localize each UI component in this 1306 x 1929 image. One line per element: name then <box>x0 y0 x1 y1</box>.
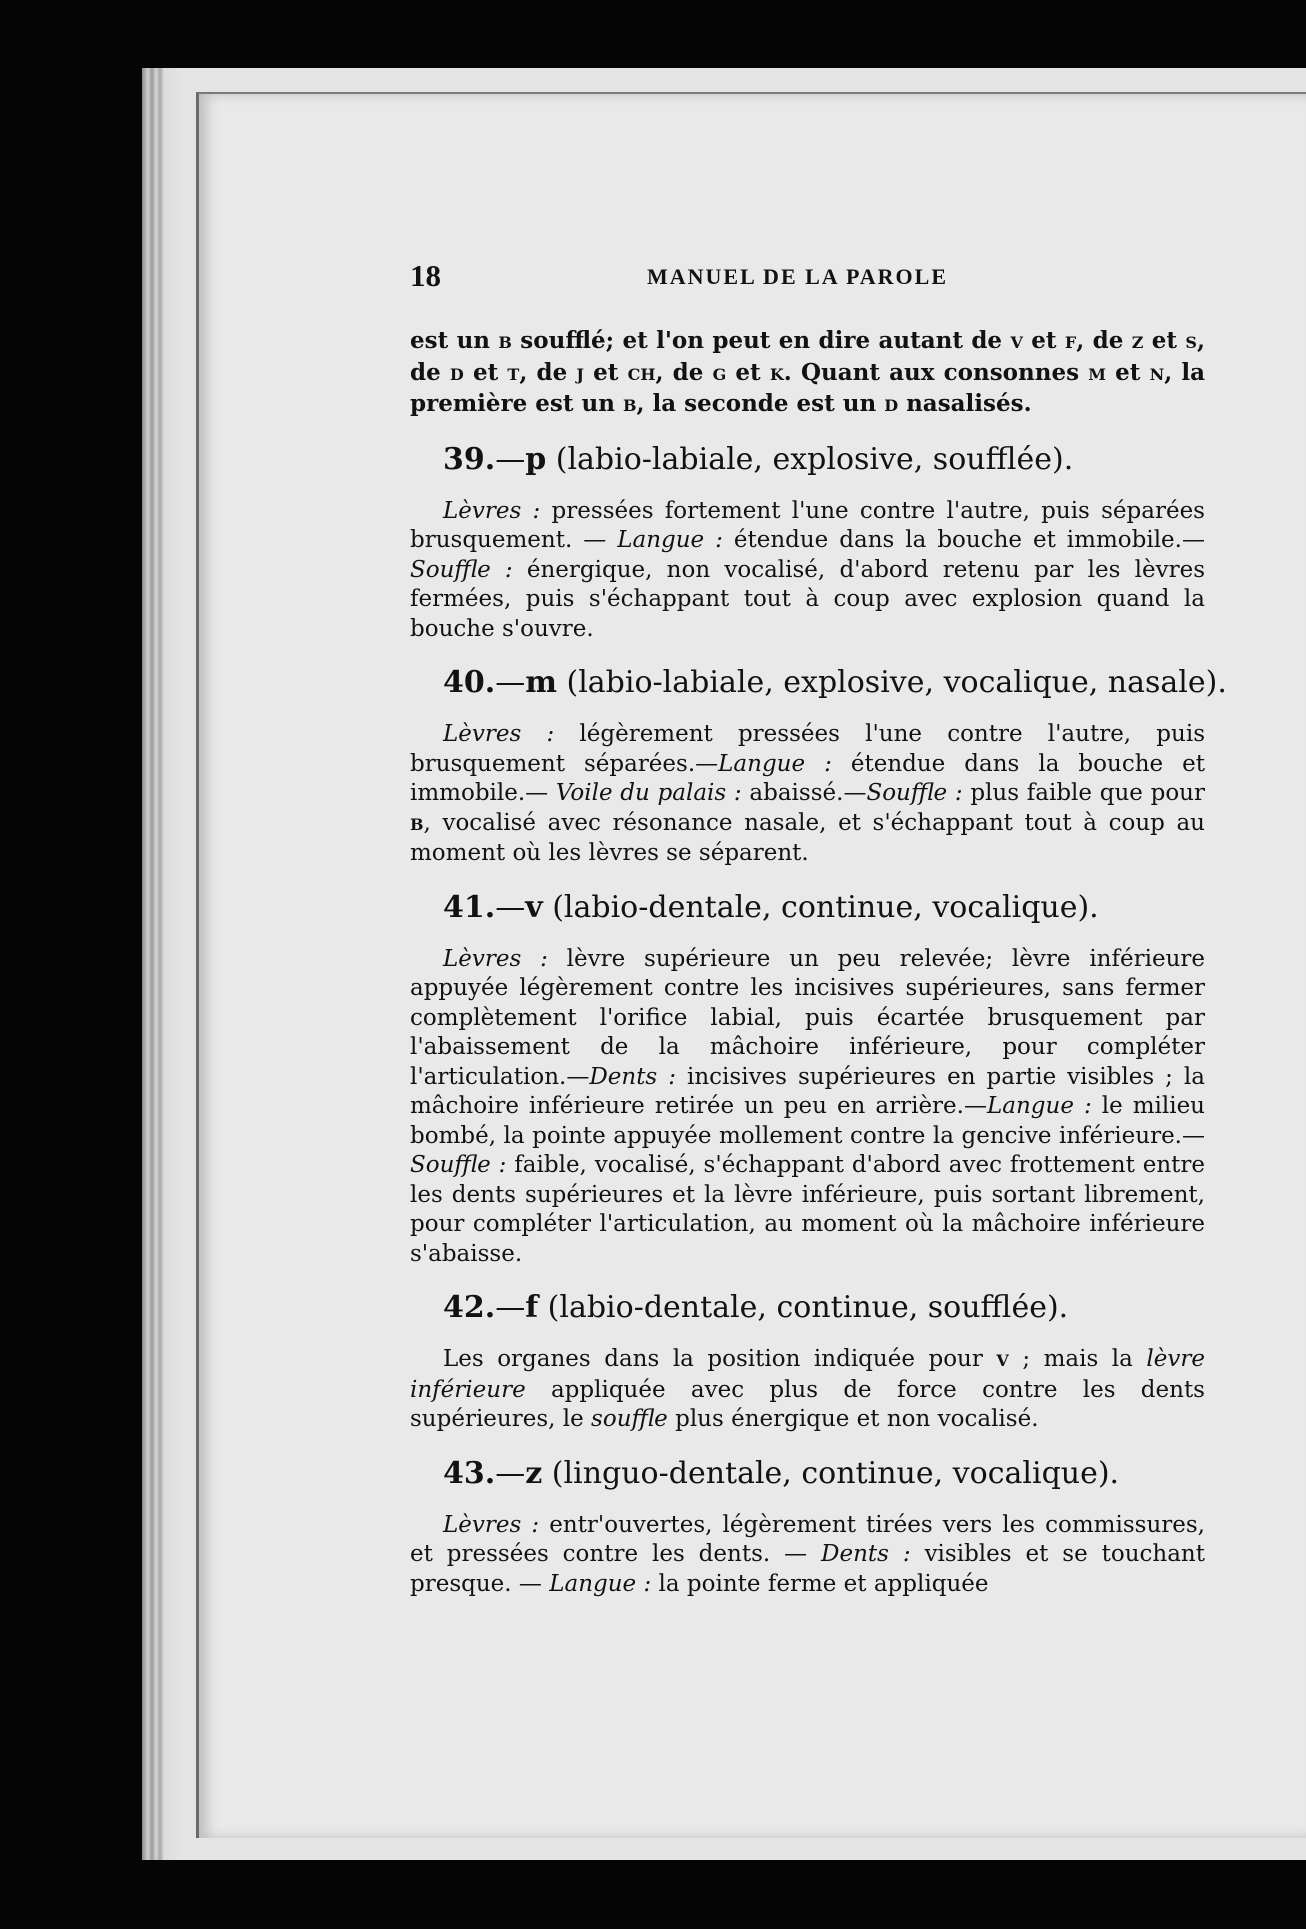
intro-paragraph: est un B soufflé; et l'on peut en dire autant de V et F, de Z et S, de D et T, de J et CH, de G et K. Quant aux consonnes M et N, la première est un B, la seconde est un D nasalisés. <box>410 327 1206 417</box>
section-heading-41: 41.—v (labio-dentale, continue, vocalique). <box>443 889 1099 925</box>
section-body-42: Les organes dans la position indiquée pour V ; mais la lèvre inférieure appliquée avec plus de force contre les dents supérieures, le souffle plus énergique et non vocalisé. <box>410 1346 1205 1432</box>
running-title: MANUEL DE LA PAROLE <box>647 264 949 289</box>
section-heading-43: 43.—z (linguo-dentale, continue, vocalique). <box>443 1455 1120 1491</box>
running-head <box>410 258 1205 298</box>
section-body-43: Lèvres : entr'ouvertes, légèrement tirées vers les commissures, et pressées contre les dents. — Dents : visibles et se touchant presque. — Langue : la pointe ferme et appliquée <box>410 1511 1205 1597</box>
section-body-40: Lèvres : légèrement pressées l'une contre l'autre, puis brusquement séparées.—Langue : étendue dans la bouche et immobile.— Voile du palais : abaissé.—Souffle : plus faible que pour B, vocalisé avec résonance nasale, et s'échappant tout à coup au moment où les lèvres se séparent. <box>410 721 1205 866</box>
section-heading-40: 40.—m (labio-labiale, explosive, vocalique, nasale). <box>443 665 1227 700</box>
section-heading-39: 39.—p (labio-labiale, explosive, soufflée). <box>443 441 1074 477</box>
section-heading-42: 42.—f (labio-dentale, continue, soufflée). <box>443 1290 1069 1325</box>
section-body-39: Lèvres : pressées fortement l'une contre l'autre, puis séparées brusquement. — Langue : étendue dans la bouche et immobile.—Souffle : énergique, non vocalisé, d'abord retenu par les lèvres fermées, puis s'échappant tout à coup avec explosion quand la bouche s'ouvre. <box>410 497 1205 642</box>
page-number: 18 <box>410 258 441 293</box>
page-text-column <box>410 258 1227 1599</box>
section-body-41: Lèvres : lèvre supérieure un peu relevée; lèvre inférieure appuyée légèrement contre les incisives supérieures, sans fermer complètement l'orifice labial, puis écartée brusquement par l'abaissement de la mâchoire inférieure, pour compléter l'articulation.—Dents : incisives supérieures en partie visibles ; la mâchoire inférieure retirée un peu en arrière.—Langue : le milieu bombé, la pointe appuyée mollement contre la gencive inférieure.—Souffle : faible, vocalisé, s'échappant d'abord avec frottement entre les dents supérieures et la lèvre inférieure, puis sortant librement, pour compléter l'articulation, au moment où la mâchoire inférieure s'abaisse. <box>410 945 1206 1267</box>
